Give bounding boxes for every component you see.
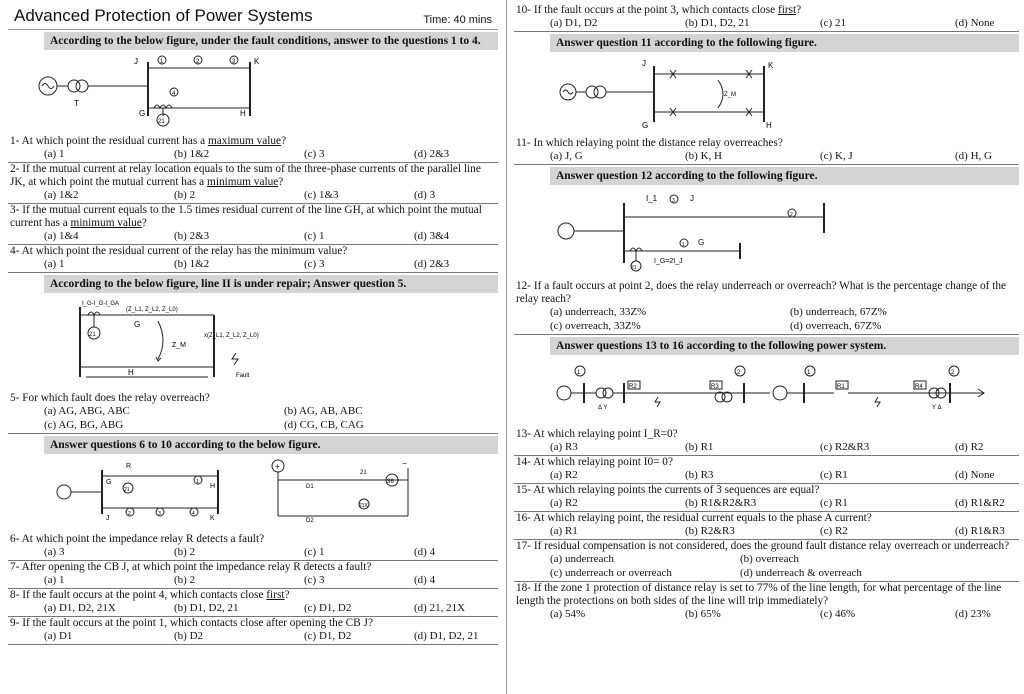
fig6-label-r1: R1 xyxy=(837,384,845,390)
option[interactable]: (d) CG, CB, CAG xyxy=(284,419,364,431)
option[interactable]: (d) 4 xyxy=(414,574,436,586)
fig5-label-p2: 2 xyxy=(790,212,793,218)
option[interactable]: (b) 2 xyxy=(174,189,196,201)
option[interactable]: (a) 1 xyxy=(44,148,65,160)
option[interactable]: (d) R1&R2 xyxy=(955,497,1005,509)
question-10: 10- If the fault occurs at the point 3, which contacts close first? xyxy=(516,4,802,16)
question-1: 1- At which point the residual current has a maximum value? xyxy=(10,135,287,147)
fig1-label-g: G xyxy=(139,109,146,118)
question-12: 12- If a fault occurs at point 2, does the relay underreach or overreach? What is the percentage change of the relay reach? xyxy=(516,280,1007,305)
option[interactable]: (c) overreach, 33Z% xyxy=(550,320,641,332)
option[interactable]: (c) K, J xyxy=(820,150,853,162)
fig3-label-j: J xyxy=(106,515,110,522)
option[interactable]: (a) 1 xyxy=(44,574,65,586)
fig2-label-ig: I_G-I_G-I_GA xyxy=(82,301,120,307)
fig6-label-p2b: 2 xyxy=(951,370,955,376)
question-5-options-row1 xyxy=(8,405,498,419)
option[interactable]: (d) R1&R3 xyxy=(955,525,1005,537)
fig2-label-x: x(Z_L1, Z_L2, Z_L0) xyxy=(204,333,259,339)
option[interactable]: (b) D1, D2, 21 xyxy=(685,17,750,29)
fig3-label-h: H xyxy=(210,483,216,490)
section-heading-3: Answer questions 6 to 10 according to the below figure. xyxy=(44,436,498,454)
question-3-options xyxy=(8,230,498,245)
option[interactable]: (b) 2 xyxy=(174,574,196,586)
question-17: 17- If residual compensation is not considered, does the ground fault distance relay overreach or underreach? xyxy=(516,540,1010,552)
section-heading-2: According to the below figure, line II is under repair; Answer question 5. xyxy=(44,275,498,293)
figure-5-diagram xyxy=(514,189,1019,273)
section-heading-6: Answer questions 13 to 16 according to the following power system. xyxy=(550,337,1019,355)
column-divider xyxy=(506,0,507,694)
section-heading-5: Answer question 12 according to the following figure. xyxy=(550,167,1019,185)
option[interactable]: (d) None xyxy=(955,469,995,481)
fig1-label-p2: 2 xyxy=(196,59,200,65)
fig5-label-r21: 21 xyxy=(631,265,637,271)
option[interactable]: (c) R2&R3 xyxy=(820,441,870,453)
fig2-label-h: H xyxy=(128,368,134,377)
question-13: 13- At which relaying point I_R=0? xyxy=(516,428,678,440)
option[interactable]: (a) D1 xyxy=(44,630,73,642)
option[interactable]: (c) 3 xyxy=(304,258,325,270)
exam-header xyxy=(8,4,498,30)
fig1-label-t: T xyxy=(74,99,79,108)
question-7-options xyxy=(8,574,498,589)
option[interactable]: (c) underreach or overreach xyxy=(550,567,672,579)
section-heading-1: According to the below figure, under the fault conditions, answer to the questions 1 to 4. xyxy=(44,32,498,50)
question-14: 14- At which relaying point I0= 0? xyxy=(516,456,673,468)
fig1-label-j: J xyxy=(134,57,138,66)
option[interactable]: (b) 65% xyxy=(685,608,721,620)
fig3-label-g: G xyxy=(106,479,112,486)
option[interactable]: (a) 54% xyxy=(550,608,586,620)
question-2-options xyxy=(8,189,498,204)
figure-3-diagram xyxy=(8,458,498,526)
option[interactable]: (a) AG, ABG, ABC xyxy=(44,405,130,417)
option[interactable]: (c) AG, BG, ABG xyxy=(44,419,124,431)
option[interactable]: (c) R1 xyxy=(820,497,848,509)
fig6-label-r2: R2 xyxy=(629,384,637,390)
option[interactable]: (d) 3&4 xyxy=(414,230,450,242)
question-5-options-row2 xyxy=(8,419,498,434)
fig6-label-yd: Y Δ xyxy=(932,405,942,411)
option[interactable]: (b) D2 xyxy=(174,630,204,642)
right-column xyxy=(514,4,1019,622)
question-9: 9- If the fault occurs at the point 1, which contacts close after opening the CB J? xyxy=(10,617,373,629)
fig3-label-minus: − xyxy=(402,459,407,468)
question-18: 18- If the zone 1 protection of distance relay is set to 77% of the line length, for what percentage of the line length the protections on both sides of the line will trip immediately? xyxy=(516,582,1002,607)
option[interactable]: (d) underreach & overreach xyxy=(740,567,862,579)
question-15: 15- At which relaying points the currents of 3 sequences are equal? xyxy=(516,484,820,496)
option[interactable]: (b) 2 xyxy=(174,546,196,558)
option[interactable]: (c) 21 xyxy=(820,17,846,29)
fig1-label-h: H xyxy=(240,109,246,118)
fig3-label-d2: D2 xyxy=(306,518,314,524)
option[interactable]: (b) K, H xyxy=(685,150,722,162)
fig3-label-r21x: 21X xyxy=(359,503,368,509)
option[interactable]: (c) D1, D2 xyxy=(304,602,352,614)
option[interactable]: (d) R2 xyxy=(955,441,984,453)
fig2-label-zm: Z_M xyxy=(172,342,186,349)
question-6-options xyxy=(8,546,498,561)
option[interactable]: (b) R2&R3 xyxy=(685,525,735,537)
fig5-label-i1: I_1 xyxy=(646,194,658,203)
option[interactable]: (c) 3 xyxy=(304,148,325,160)
exam-time: Time: 40 mins xyxy=(423,14,492,26)
option[interactable]: (d) overreach, 67Z% xyxy=(790,320,882,332)
option[interactable]: (b) underreach, 67Z% xyxy=(790,306,887,318)
fig5-label-ig: I_G=2I_J xyxy=(654,258,683,265)
option[interactable]: (c) 46% xyxy=(820,608,856,620)
option[interactable]: (a) underreach, 33Z% xyxy=(550,306,647,318)
option[interactable]: (c) D1, D2 xyxy=(304,630,352,642)
option[interactable]: (b) R1&R2&R3 xyxy=(685,497,757,509)
question-11: 11- In which relaying point the distance relay overreaches? xyxy=(516,137,783,149)
fig2-label-fault: Fault xyxy=(236,373,250,379)
question-12-options-row2 xyxy=(514,320,1019,335)
option[interactable]: (a) D1, D2, 21X xyxy=(44,602,116,614)
option[interactable]: (d) 2&3 xyxy=(414,258,450,270)
fig3-label-k: K xyxy=(210,515,215,522)
option[interactable]: (a) 1&4 xyxy=(44,230,79,242)
fig2-label-r21: 21 xyxy=(89,332,96,338)
left-column xyxy=(8,4,498,645)
option[interactable]: (a) 3 xyxy=(44,546,65,558)
question-5: 5- For which fault does the relay overreach? xyxy=(10,392,210,404)
question-4: 4- At which point the residual current of the relay has the minimum value? xyxy=(10,245,348,257)
question-3: 3- If the mutual current equals to the 1.5 times residual current of the line GH, at which point the mutual current has a minimum value? xyxy=(10,204,482,229)
fig3-label-p3: 3 xyxy=(158,511,161,517)
figure-4-diagram xyxy=(514,56,1019,130)
question-17-options-row2 xyxy=(514,567,1019,582)
fig4-label-zm: Z_M xyxy=(724,92,736,98)
option[interactable]: (c) R2 xyxy=(820,525,848,537)
option[interactable]: (a) R2 xyxy=(550,497,578,509)
option[interactable]: (a) D1, D2 xyxy=(550,17,598,29)
fig1-label-p3: 3 xyxy=(232,59,236,65)
fig3-label-d1: D1 xyxy=(306,484,314,490)
option[interactable]: (c) R1 xyxy=(820,469,848,481)
fig6-label-p1: 1 xyxy=(577,370,581,376)
question-11-options xyxy=(514,150,1019,165)
question-12-options-row1 xyxy=(514,306,1019,320)
fig3-label-plus: + xyxy=(275,462,280,471)
option[interactable]: (d) None xyxy=(955,17,995,29)
option[interactable]: (d) 23% xyxy=(955,608,991,620)
question-6: 6- At which point the impedance relay R detects a fault? xyxy=(10,533,265,545)
option[interactable]: (c) 1&3 xyxy=(304,189,339,201)
question-17-options-row1 xyxy=(514,553,1019,567)
option[interactable]: (a) R2 xyxy=(550,469,578,481)
option[interactable]: (c) 3 xyxy=(304,574,325,586)
fig4-label-j: J xyxy=(642,59,646,68)
fig1-label-r21: 21 xyxy=(158,119,165,125)
fig4-label-g: G xyxy=(642,121,649,130)
option[interactable]: (d) 2&3 xyxy=(414,148,450,160)
question-7: 7- After opening the CB J, at which point the impedance relay R detects a fault? xyxy=(10,561,372,573)
option[interactable]: (b) R3 xyxy=(685,469,714,481)
fig4-label-h: H xyxy=(766,121,772,130)
fig5-label-j: J xyxy=(690,194,694,203)
fig1-label-p4: 4 xyxy=(172,91,176,97)
question-16-options xyxy=(514,525,1019,540)
fig3-label-r36: 36 xyxy=(387,479,394,485)
fig1-label-k: K xyxy=(254,57,260,66)
fig3-label-p4: 4 xyxy=(192,511,195,517)
fig2-label-z1: (Z_L1, Z_L2, Z_L0) xyxy=(126,307,178,313)
question-8-options xyxy=(8,602,498,617)
question-8: 8- If the fault occurs at the point 4, which contacts close first? xyxy=(10,589,290,601)
fig6-label-dy: Δ Y xyxy=(598,405,608,411)
fig4-label-k: K xyxy=(768,61,774,70)
option[interactable]: (a) R3 xyxy=(550,441,578,453)
question-13-options xyxy=(514,441,1019,456)
option[interactable]: (d) 3 xyxy=(414,189,436,201)
fig6-label-p1b: 1 xyxy=(807,370,811,376)
fig6-label-r4: R4 xyxy=(915,384,923,390)
option[interactable]: (b) D1, D2, 21 xyxy=(174,602,239,614)
fig6-label-p2: 2 xyxy=(737,370,741,376)
exam-title: Advanced Protection of Power Systems xyxy=(14,6,313,25)
option[interactable]: (a) underreach xyxy=(550,553,614,565)
question-10-options xyxy=(514,17,1019,32)
option[interactable]: (c) 1 xyxy=(304,230,325,242)
fig3-label-r21: 21 xyxy=(124,487,130,493)
option[interactable]: (d) 4 xyxy=(414,546,436,558)
option[interactable]: (d) D1, D2, 21 xyxy=(414,630,479,642)
figure-2-diagram xyxy=(8,297,498,385)
figure-6-diagram xyxy=(514,359,1019,421)
option[interactable]: (d) 21, 21X xyxy=(414,602,466,614)
section-heading-4: Answer question 11 according to the following figure. xyxy=(550,34,1019,52)
fig3-label-p2: 2 xyxy=(128,511,131,517)
fig2-label-g: G xyxy=(134,320,141,329)
fig3-label-r: R xyxy=(126,463,132,470)
option[interactable]: (b) AG, AB, ABC xyxy=(284,405,363,417)
option[interactable]: (b) 1&2 xyxy=(174,148,210,160)
option[interactable]: (b) 1&2 xyxy=(174,258,210,270)
figure-1-diagram xyxy=(8,54,498,128)
question-16: 16- At which relaying point, the residual current equals to the phase A current? xyxy=(516,512,872,524)
option[interactable]: (a) R1 xyxy=(550,525,578,537)
question-9-options xyxy=(8,630,498,645)
option[interactable]: (b) overreach xyxy=(740,553,799,565)
question-2: 2- If the mutual current at relay location equals to the sum of the three-phase currents of the parallel line JK, at which point the mutual current has a minimum value? xyxy=(10,163,481,188)
option[interactable]: (b) R1 xyxy=(685,441,714,453)
option[interactable]: (b) 2&3 xyxy=(174,230,210,242)
option[interactable]: (a) 1 xyxy=(44,258,65,270)
question-14-options xyxy=(514,469,1019,484)
option[interactable]: (a) 1&2 xyxy=(44,189,79,201)
fig1-label-p1: 1 xyxy=(160,59,164,65)
fig3-label-p1: 1 xyxy=(196,479,199,485)
question-1-options xyxy=(8,148,498,163)
fig5-label-p3: 3 xyxy=(672,198,675,204)
fig5-label-p1: 1 xyxy=(682,242,685,248)
fig3-label-r21b: 21 xyxy=(360,470,367,476)
option[interactable]: (a) J, G xyxy=(550,150,583,162)
option[interactable]: (c) 1 xyxy=(304,546,325,558)
question-4-options xyxy=(8,258,498,273)
question-15-options xyxy=(514,497,1019,512)
option[interactable]: (d) H, G xyxy=(955,150,992,162)
fig5-label-g: G xyxy=(698,238,705,247)
fig6-label-r3: R3 xyxy=(711,384,719,390)
question-18-options xyxy=(514,608,1019,622)
